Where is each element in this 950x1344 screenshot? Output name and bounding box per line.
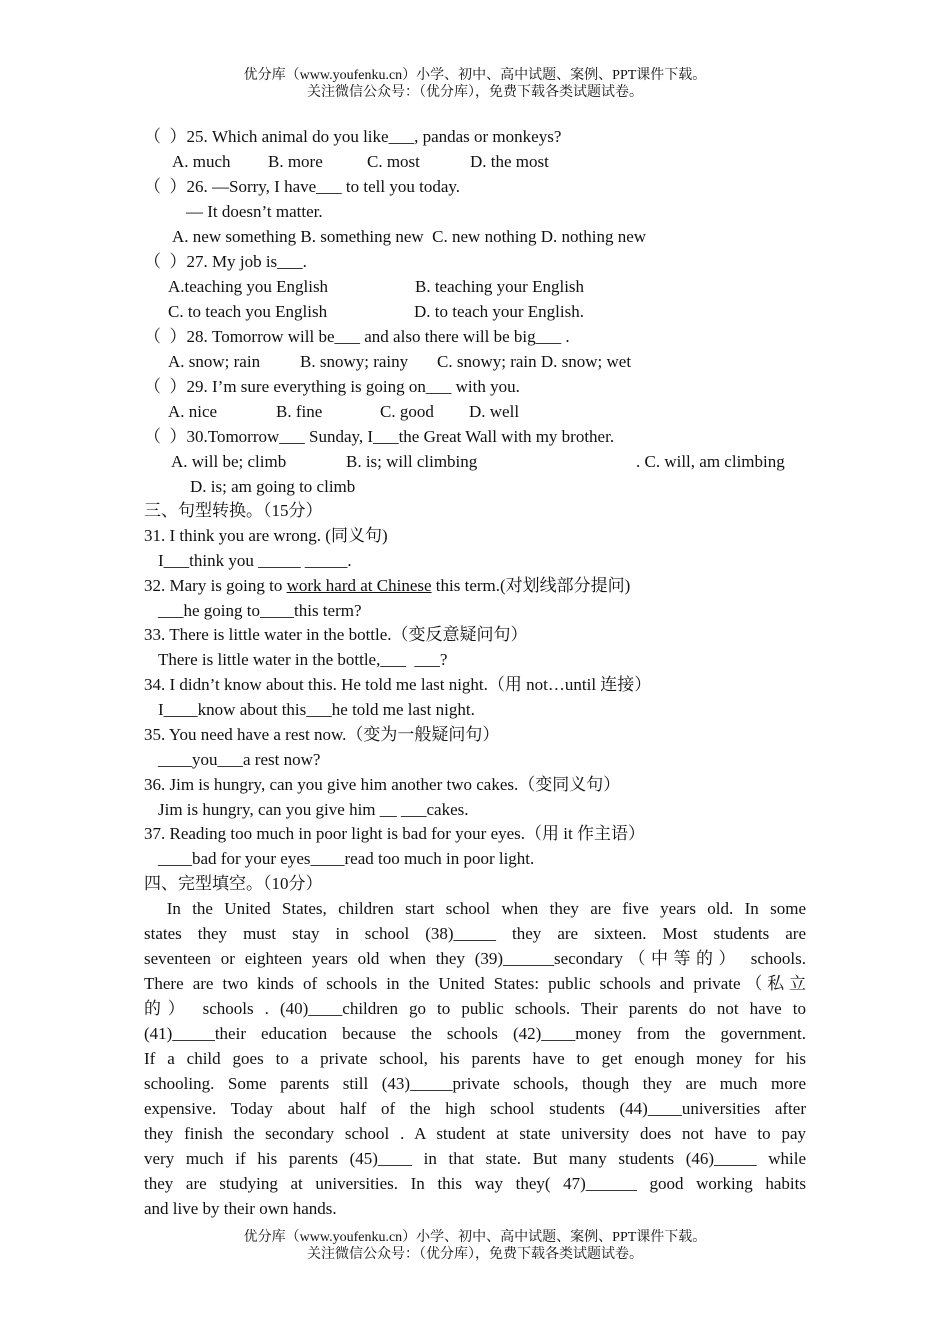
option-d: D. to teach your English. xyxy=(414,302,584,321)
passage-line: states they must stay in school (38)_____ they are sixteen. Most students are xyxy=(144,924,806,943)
option-d: D. well xyxy=(469,402,520,421)
option-cd: C. snowy; rain D. snow; wet xyxy=(437,352,632,371)
section-4-title: 四、完型填空。（10分） xyxy=(144,874,323,893)
passage-line: If a child goes to a private school, his parents have to get enough money for his xyxy=(144,1049,806,1068)
option-b: B. teaching your English xyxy=(415,277,585,296)
footer-line-1: 优分库（www.youfenku.cn）小学、初中、高中试题、案例、PPT课件下载。 xyxy=(243,1230,707,1245)
question-34-stem: 34. I didn’t know about this. He told me last night.（用 not…until 连接） xyxy=(144,675,652,694)
question-25-stem: （ ）25. Which animal do you like___, pandas or monkeys? xyxy=(144,127,562,146)
option-a: A. nice xyxy=(168,402,218,421)
option-c: C. good xyxy=(380,402,434,421)
header-line-2: 关注微信公众号：（优分库），免费下载各类试题试卷。 xyxy=(307,85,643,100)
question-32-answer: ___he going to____this term? xyxy=(158,601,362,620)
header-line-1: 优分库（www.youfenku.cn）小学、初中、高中试题、案例、PPT课件下载。 xyxy=(243,68,707,83)
option-c: . C. will, am climbing xyxy=(636,452,785,471)
question-30-stem: （ ）30.Tomorrow___ Sunday, I___the Great Wall with my brother. xyxy=(144,427,615,446)
option-b: B. is; will climbing xyxy=(346,452,478,471)
option-a: A.teaching you English xyxy=(168,277,329,296)
section-3-title: 三、句型转换。（15分） xyxy=(144,501,323,520)
option-c: C. most xyxy=(367,152,420,171)
question-36-stem: 36. Jim is hungry, can you give him another two cakes.（变同义句） xyxy=(144,775,621,794)
question-25-options xyxy=(172,149,549,174)
question-29-options xyxy=(168,399,520,424)
passage-line: they finish the secondary school . A student at state university does not have to pay xyxy=(144,1124,806,1143)
page-footer xyxy=(0,1229,950,1263)
option-a: A. much xyxy=(172,152,231,171)
option-c: C. to teach you English xyxy=(168,302,328,321)
question-30-option-d: D. is; am going to climb xyxy=(190,477,356,496)
option-d: D. the most xyxy=(470,152,549,171)
question-37-answer: ____bad for your eyes____read too much in poor light. xyxy=(158,849,535,868)
page-header xyxy=(0,67,950,101)
footer-line-2: 关注微信公众号：（优分库），免费下载各类试题试卷。 xyxy=(307,1247,643,1262)
question-29-stem: （ ）29. I’m sure everything is going on___ with you. xyxy=(144,377,520,396)
question-27-stem: （ ）27. My job is___. xyxy=(144,252,307,271)
question-33-answer: There is little water in the bottle,___ ___? xyxy=(158,650,448,669)
question-32-post: this term.(对划线部分提问) xyxy=(431,576,631,595)
question-35-answer: ____you___a rest now? xyxy=(158,750,321,769)
passage-line: seventeen or eighteen years old when they (39)______secondary（中等的） schools. xyxy=(144,949,806,968)
question-26-options: A. new something B. something new C. new nothing D. nothing new xyxy=(172,227,647,246)
cloze-passage xyxy=(144,896,806,1221)
question-32-stem xyxy=(144,573,630,598)
option-b: B. more xyxy=(268,152,323,171)
passage-line: (41)_____their education because the schools (42)____money from the government. xyxy=(144,1024,806,1043)
question-27-options-row2 xyxy=(168,299,584,324)
question-32-underlined: work hard at Chinese xyxy=(286,576,432,595)
passage-line: schooling. Some parents still (43)_____private schools, though they are much more xyxy=(144,1074,806,1093)
question-31-answer: I___think you _____ _____. xyxy=(158,551,352,570)
passage-line: 的） schools . (40)____children go to public schools. Their parents do not have to xyxy=(144,999,806,1018)
question-31-stem: 31. I think you are wrong. (同义句) xyxy=(144,526,388,545)
passage-line: and live by their own hands. xyxy=(144,1199,337,1218)
option-a: A. will be; climb xyxy=(171,452,287,471)
question-27-options-row1 xyxy=(168,274,585,299)
question-30-options xyxy=(171,449,785,474)
question-28-stem: （ ）28. Tomorrow will be___ and also there will be big___ . xyxy=(144,327,570,346)
question-32-pre: 32. Mary is going to xyxy=(144,576,287,595)
question-28-options xyxy=(168,349,632,374)
passage-line: very much if his parents (45)____ in that state. But many students (46)_____ while xyxy=(144,1149,806,1168)
passage-line: they are studying at universities. In this way they( 47)______ good working habits xyxy=(144,1174,806,1193)
question-36-answer: Jim is hungry, can you give him __ ___cakes. xyxy=(158,800,469,819)
question-26-reply: — It doesn’t matter. xyxy=(186,202,323,221)
question-35-stem: 35. You need have a rest now.（变为一般疑问句） xyxy=(144,725,500,744)
option-b: B. snowy; rainy xyxy=(300,352,409,371)
option-a: A. snow; rain xyxy=(168,352,261,371)
question-37-stem: 37. Reading too much in poor light is bad for your eyes.（用 it 作主语） xyxy=(144,824,645,843)
question-34-answer: I____know about this___he told me last night. xyxy=(158,700,475,719)
passage-line: expensive. Today about half of the high school students (44)____universities after xyxy=(144,1099,806,1118)
option-b: B. fine xyxy=(276,402,323,421)
question-26-stem: （ ）26. —Sorry, I have___ to tell you today. xyxy=(144,177,461,196)
passage-line: In the United States, children start school when they are five years old. In some xyxy=(144,899,806,918)
passage-line: There are two kinds of schools in the United States: public schools and private（私立 xyxy=(144,974,806,993)
question-33-stem: 33. There is little water in the bottle.（变反意疑问句） xyxy=(144,625,528,644)
